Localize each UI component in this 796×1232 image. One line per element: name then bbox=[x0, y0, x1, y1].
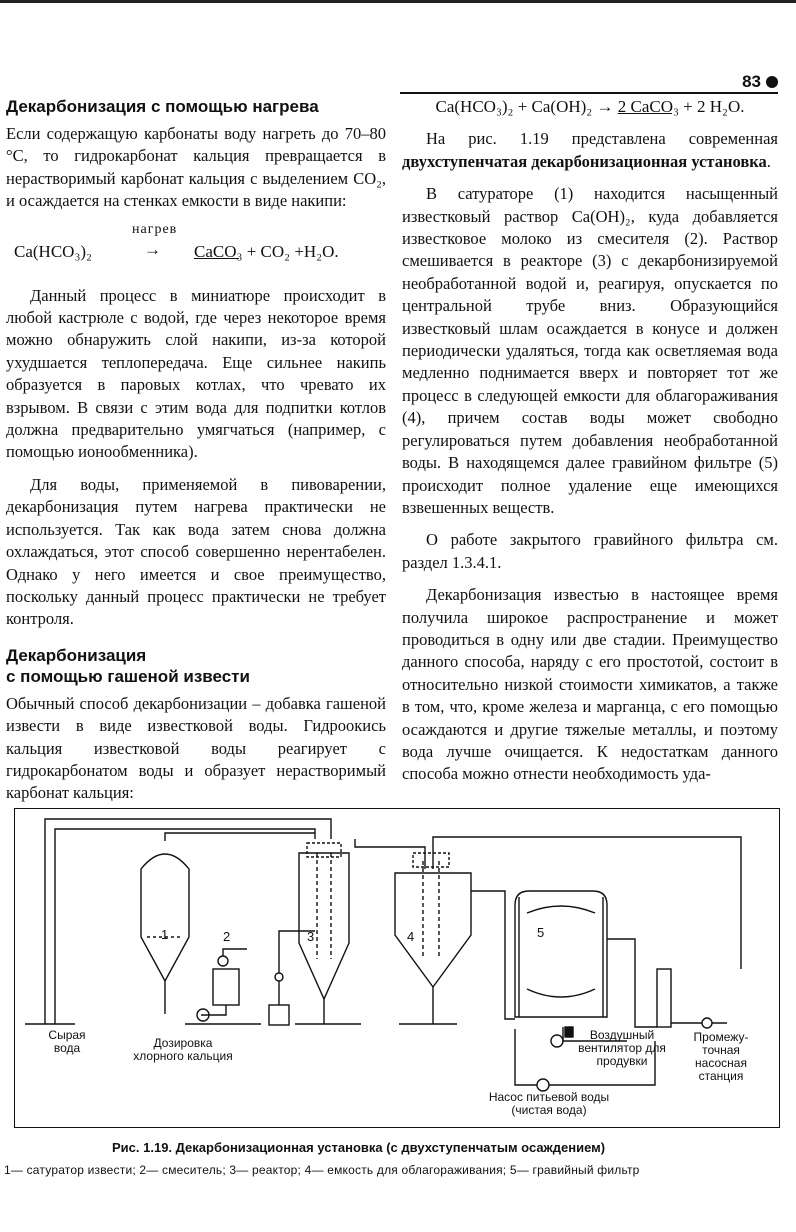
label-unit-4: 4 bbox=[407, 929, 415, 944]
figure-ref-end: . bbox=[766, 151, 771, 171]
formula-precipitate: CaCO₃ bbox=[194, 241, 243, 261]
formula-lime bbox=[402, 96, 778, 118]
paragraph-scale: Данный процесс в миниатюре происходит в любой кастрюле с водой, где через некоторое время можно обнаружить слой накипи, из-за которой ухудшается теплопередача. Еще сильнее накипь образуется в паровых котлах, что чревато их взрывом. В связи с этим вода для подпитки котлов должна предварительно умягчаться (например, с помощью ионообменника). bbox=[6, 285, 386, 462]
figure-ref-bold: двухступенчатая декарбонизационная установка bbox=[402, 151, 767, 171]
paragraph-gravel-ref: О работе закрытого гравийного фильтра см. раздел 1.3.4.1. bbox=[402, 530, 778, 572]
page-number: 83 bbox=[708, 72, 778, 92]
heading-lime-line1: Декарбонизация bbox=[6, 645, 147, 665]
formula-heating bbox=[6, 219, 386, 277]
formula2-lhs: Ca(HCO₃)₂ + Ca(OH)₂ → bbox=[435, 97, 618, 116]
label-drinking-pump: Насос питьевой воды (чистая вода) bbox=[488, 1090, 610, 1117]
blower-icon bbox=[551, 1035, 563, 1047]
section-heading-heating: Декарбонизация с помощью нагрева bbox=[6, 97, 319, 116]
figure-ref-text: На рис. 1.19 представлена современная bbox=[426, 129, 778, 149]
label-blower: Воздушный вентилятор для продувки bbox=[578, 1028, 666, 1068]
label-unit-3: 3 bbox=[307, 929, 315, 944]
left-column bbox=[6, 96, 386, 805]
paragraph-heating-intro: Если содержащую карбонаты воду нагреть до 70–80 °С, то гидрокарбонат кальция превращается в нерастворимый карбонат кальция с выделением СО₂, и осаждается на стенках емкости в виде накипи: bbox=[6, 124, 386, 211]
formula2-product: 2 CaCO₃ bbox=[617, 97, 679, 116]
heading-lime-line2: с помощью гашеной извести bbox=[6, 666, 250, 686]
label-raw-water: Сырая вода bbox=[48, 1028, 86, 1055]
mixer-2 bbox=[201, 949, 247, 1015]
formula-lhs: Ca(HCO₃)₂ bbox=[14, 241, 92, 261]
section-heading-lime bbox=[6, 645, 386, 687]
figure-legend: 1— сатуратор извести; 2— смеситель; 3— реактор; 4— емкость для облагораживания; 5— гравийный фильтр bbox=[4, 1163, 640, 1177]
formula2-rest: + 2 H₂O. bbox=[678, 97, 745, 116]
paragraph-figure-ref bbox=[402, 128, 778, 173]
right-column bbox=[402, 96, 778, 786]
formula-condition: нагрев bbox=[132, 221, 178, 237]
page-marker-icon bbox=[766, 76, 778, 88]
formula-rhs-rest: + CO₂ +H₂O. bbox=[242, 241, 339, 261]
process-diagram bbox=[15, 809, 779, 1127]
paragraph-advantages: Декарбонизация известью в настоящее время получила широкое распространение и может проводиться в одну или две стадии. Преимущество данного способа, наряду с его простотой, состоит в относительно низкой стоимости химикатов, а также в том, что, кроме железа и марганца, с его помощью осаждаются и другие тяжелые металлы, и поэтому вода лучше очищается. К недостаткам данного способа можно отнести необходимость уда- bbox=[402, 585, 778, 784]
paragraph-lime-intro: Обычный способ декарбонизации – добавка гашеной извести в виде известковой воды. Гидроокись кальция известковой воды реагирует с гидрокарбонатом воды и образует нерастворимый карбонат кальция: bbox=[6, 693, 386, 803]
top-border bbox=[0, 0, 796, 3]
label-pump-station: Промежу-точная насосная станция bbox=[693, 1030, 749, 1083]
label-unit-2: 2 bbox=[223, 929, 231, 944]
figure-caption: Рис. 1.19. Декарбонизационная установка (с двухступенчатым осаждением) bbox=[112, 1140, 606, 1155]
intermediate-tank bbox=[657, 969, 671, 1027]
paragraph-brewing: Для воды, применяемой в пивоварении, декарбонизация путем нагрева практически не используется. Так как вода затем снова должна охлаждаться, этот способ совершенно нерентабелен. Однако у него имеется и свое преимущество, поскольку данный процесс практически не требует контроля. bbox=[6, 474, 386, 629]
label-unit-1: 1 bbox=[161, 927, 169, 942]
gravel-filter-5 bbox=[515, 891, 607, 1017]
label-unit-5: 5 bbox=[537, 925, 545, 940]
figure-decarbonization-plant bbox=[14, 808, 780, 1128]
label-chloride-dosing: Дозировка хлорного кальция bbox=[133, 1036, 233, 1063]
formula-rhs bbox=[194, 241, 339, 263]
header-rule bbox=[400, 92, 778, 94]
formula-arrow: → bbox=[144, 239, 161, 259]
paragraph-saturator: В сатураторе (1) находится насыщенный известковый раствор Са(ОН)₂, куда добавляется известковое молоко из смесителя (2). Раствор смешивается в реакторе (3) с декарбонизируемой необработанной водой и, реагируя, опускается по центральной трубе вниз. Образующийся известковый шлам осаждается в конусе и должен периодически удаляться, тогда как осветляемая вода медленно поднимается вверх и повторяет тот же процесс в следующей емкости для облагораживания (4), причем состав воды может свободно регулироваться путем добавления необработанной воды. В находящемся далее гравийном фильтре (5) происходит полное удаление еще имеющихся взвешенных веществ. bbox=[402, 184, 778, 517]
